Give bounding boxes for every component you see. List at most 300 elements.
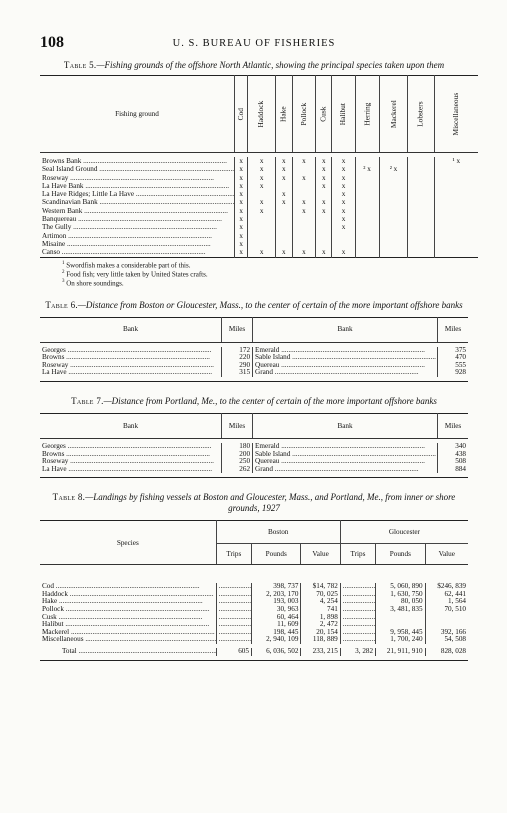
species-mark (355, 248, 379, 257)
table8-cell-b-trips (216, 621, 251, 629)
bank-name: La Have ..... (40, 369, 222, 377)
table8-cell-g-value: 1, 564 (425, 598, 468, 606)
species-mark (379, 240, 408, 248)
species-mark (434, 182, 477, 190)
fishing-ground-name: La Have Ridges; Little La Have ..... (40, 190, 235, 198)
table8-cell-species: Miscellaneous ..... (40, 636, 216, 644)
species-mark: x (332, 165, 355, 173)
species-mark (276, 223, 293, 231)
table8-cell-b-trips (216, 614, 251, 622)
table8-cell-g-pounds: 3, 481, 835 (376, 606, 425, 614)
species-mark (434, 174, 477, 182)
table8-caption (40, 492, 468, 514)
table8-cell-g-pounds: 9, 958, 445 (376, 629, 425, 637)
table8-cell-g-value: 54, 508 (425, 636, 468, 644)
table8-cell-b-pounds: 193, 003 (251, 598, 300, 606)
species-mark: x (332, 223, 355, 231)
species-mark: x (332, 248, 355, 257)
footnote: $^1$ Swordfish makes a considerable part of this. (62, 260, 191, 269)
species-mark: x (248, 174, 276, 182)
species-mark: x (235, 207, 248, 215)
table8-cell-g-value: 392, 166 (425, 629, 468, 637)
table8-boston-trips-header: Trips (216, 544, 251, 565)
species-mark (379, 215, 408, 223)
species-mark: x (316, 248, 332, 257)
species-mark: x (235, 232, 248, 240)
table8-cell-g-trips (340, 614, 375, 622)
species-header-hake: Hake (276, 76, 293, 153)
species-mark: x (332, 174, 355, 182)
species-header-mackerel: Mackerel (379, 76, 408, 153)
bank-name: Browns ..... (40, 354, 222, 362)
table8-row (40, 606, 468, 614)
species-mark (248, 215, 276, 223)
species-mark (434, 240, 477, 248)
bank-miles: 180 (222, 443, 253, 451)
page-number: 108 (40, 34, 64, 51)
total-label: Total ..... (40, 648, 216, 656)
table7-bank-header-2: Bank (253, 413, 438, 438)
species-mark (355, 223, 379, 231)
table8-title: —Landings by fishing vessels at Boston and Gloucester, Mass., and Portland, Me., from inner or shore grounds, 1927 (85, 492, 456, 514)
species-mark: ² x (379, 165, 408, 173)
species-mark (408, 182, 434, 190)
table8-cell-b-value: 1, 898 (301, 614, 340, 622)
fishing-ground-name: Banquereau ..... (40, 215, 235, 223)
species-mark: x (235, 182, 248, 190)
species-mark (408, 248, 434, 257)
species-header-halibut: Halibut (332, 76, 355, 153)
species-mark: x (235, 240, 248, 248)
table8-cell-g-value: 62, 441 (425, 591, 468, 599)
table8-cell-species: Mackerel ..... (40, 629, 216, 637)
species-mark (408, 207, 434, 215)
table8-cell-b-value: 20, 154 (301, 629, 340, 637)
fishing-ground-name: Misaine ..... (40, 240, 235, 248)
bank-name: Roseway ..... (40, 458, 222, 466)
table6-number: Table 6. (45, 299, 78, 310)
table8-cell-g-pounds: 80, 050 (376, 598, 425, 606)
species-mark: x (332, 215, 355, 223)
species-mark (292, 223, 316, 231)
species-mark: x (332, 198, 355, 206)
species-mark (434, 165, 477, 173)
table5-body (40, 153, 478, 258)
species-mark: x (292, 198, 316, 206)
table7-row (40, 458, 468, 466)
table8-cell-b-pounds: 2, 940, 109 (251, 636, 300, 644)
table8-cell-species: Halibut ..... (40, 621, 216, 629)
species-mark: x (292, 248, 316, 257)
total-g-value: 828, 028 (425, 648, 468, 656)
species-mark: x (332, 190, 355, 198)
species-mark (379, 182, 408, 190)
bank-miles: 220 (222, 354, 253, 362)
table5-row (40, 198, 478, 206)
table5-row (40, 157, 478, 165)
table8-total-row (40, 648, 468, 656)
species-mark (434, 215, 477, 223)
bank-name: Georges ..... (40, 347, 222, 355)
species-mark (316, 215, 332, 223)
species-mark: x (332, 182, 355, 190)
page (40, 30, 468, 661)
species-mark: x (316, 182, 332, 190)
species-mark (408, 190, 434, 198)
fishing-ground-name: Artimon ..... (40, 232, 235, 240)
species-mark (434, 232, 477, 240)
species-mark: x (292, 157, 316, 165)
table8-cell-b-value: $14, 782 (301, 583, 340, 591)
species-mark (408, 240, 434, 248)
species-mark: x (235, 248, 248, 257)
table6-row (40, 347, 468, 355)
table7-number: Table 7. (71, 395, 104, 406)
table8-cell-g-value: 70, 510 (425, 606, 468, 614)
table8-cell-b-pounds: 398, 737 (251, 583, 300, 591)
species-mark: ² x (355, 165, 379, 173)
table8-cell-g-value: $246, 839 (425, 583, 468, 591)
species-mark (316, 240, 332, 248)
bank-name: Grand ..... (253, 466, 438, 474)
species-mark (355, 157, 379, 165)
table7-miles-header-2: Miles (438, 413, 468, 438)
table8-cell-species: Cod ..... (40, 583, 216, 591)
table6-row (40, 354, 468, 362)
species-mark (248, 232, 276, 240)
species-mark: x (316, 198, 332, 206)
table8-cell-g-trips (340, 583, 375, 591)
bank-name: Grand ..... (253, 369, 438, 377)
table8-cell-species: Cusk ..... (40, 614, 216, 622)
table6-bank-header: Bank (40, 317, 222, 342)
species-mark: x (248, 165, 276, 173)
table8-cell-b-trips (216, 591, 251, 599)
species-header-cusk: Cusk (316, 76, 332, 153)
table6-miles-header-2: Miles (438, 317, 468, 342)
table8-gloucester-pounds-header: Pounds (376, 544, 425, 565)
table5-row (40, 240, 478, 248)
species-mark: x (276, 190, 293, 198)
species-mark (379, 207, 408, 215)
total-b-trips: 605 (216, 648, 251, 656)
species-mark (316, 190, 332, 198)
table8-cell-g-trips (340, 636, 375, 644)
table7 (40, 413, 468, 478)
species-mark: x (235, 157, 248, 165)
table5-row (40, 215, 478, 223)
bank-name: Sable Island ..... (253, 354, 438, 362)
table5-row (40, 248, 478, 257)
fishing-ground-name: Canso ..... (40, 248, 235, 257)
table8 (40, 520, 468, 660)
species-mark (434, 248, 477, 257)
species-mark: x (276, 157, 293, 165)
bank-miles: 375 (438, 347, 468, 355)
species-mark (316, 232, 332, 240)
spacer-row (40, 656, 468, 661)
bank-miles: 340 (438, 443, 468, 451)
species-mark (355, 174, 379, 182)
footnote: $^3$ On shore soundings. (62, 279, 124, 288)
bank-miles: 262 (222, 466, 253, 474)
species-mark (276, 240, 293, 248)
table8-boston-header: Boston (216, 521, 340, 544)
species-mark (276, 182, 293, 190)
bank-name: Emerald ..... (253, 443, 438, 451)
table8-cell-g-trips (340, 598, 375, 606)
species-mark (248, 190, 276, 198)
species-mark (379, 157, 408, 165)
bank-miles: 555 (438, 362, 468, 370)
species-mark (408, 157, 434, 165)
table8-cell-g-trips (340, 591, 375, 599)
species-mark: x (235, 174, 248, 182)
species-mark: x (235, 198, 248, 206)
total-b-value: 233, 215 (301, 648, 340, 656)
species-mark (434, 190, 477, 198)
table5-row (40, 165, 478, 173)
table8-cell-b-trips (216, 606, 251, 614)
spacer-row (40, 377, 468, 382)
species-mark (379, 198, 408, 206)
table8-cell-g-trips (340, 629, 375, 637)
species-mark: x (248, 182, 276, 190)
table8-cell-b-pounds: 60, 464 (251, 614, 300, 622)
table8-gloucester-value-header: Value (425, 544, 468, 565)
table6-bank-header-2: Bank (253, 317, 438, 342)
species-mark: x (235, 223, 248, 231)
species-mark: x (248, 248, 276, 257)
species-mark (276, 215, 293, 223)
species-mark: x (248, 198, 276, 206)
species-mark (355, 207, 379, 215)
species-mark (248, 223, 276, 231)
table8-cell-g-trips (340, 606, 375, 614)
total-g-trips: 3, 282 (340, 648, 375, 656)
table8-cell-b-trips (216, 629, 251, 637)
table8-cell-b-trips (216, 598, 251, 606)
species-mark: x (316, 207, 332, 215)
bank-name: Quereau ..... (253, 458, 438, 466)
table8-cell-b-pounds: 2, 203, 170 (251, 591, 300, 599)
species-mark (355, 182, 379, 190)
species-header-pollock: Pollock (292, 76, 316, 153)
species-mark: x (276, 198, 293, 206)
species-mark (379, 232, 408, 240)
spacer-row (40, 565, 468, 584)
species-mark (434, 198, 477, 206)
table8-cell-b-value: 4, 254 (301, 598, 340, 606)
table8-cell-species: Haddock ..... (40, 591, 216, 599)
fishing-ground-name: Western Bank ..... (40, 207, 235, 215)
fishing-ground-name: La Have Bank ..... (40, 182, 235, 190)
species-mark: x (316, 174, 332, 182)
bank-miles: 200 (222, 451, 253, 459)
table6 (40, 317, 468, 382)
table8-cell-b-trips (216, 636, 251, 644)
table8-cell-b-trips (216, 583, 251, 591)
table6-body (40, 342, 468, 381)
species-mark (408, 198, 434, 206)
species-mark (316, 223, 332, 231)
table8-gloucester-trips-header: Trips (340, 544, 375, 565)
species-mark (379, 190, 408, 198)
fishing-ground-name: Seal Island Ground ..... (40, 165, 235, 173)
bank-miles: 315 (222, 369, 253, 377)
bank-miles: 928 (438, 369, 468, 377)
table8-cell-b-pounds: 198, 445 (251, 629, 300, 637)
table5 (40, 75, 478, 258)
table6-row (40, 369, 468, 377)
table8-cell-b-value: 70, 025 (301, 591, 340, 599)
species-mark (408, 215, 434, 223)
table8-cell-b-value: 118, 889 (301, 636, 340, 644)
species-header-herring: Herring (355, 76, 379, 153)
fishing-ground-name: Browns Bank ..... (40, 157, 235, 165)
table6-caption (40, 300, 468, 311)
species-mark (355, 240, 379, 248)
species-header-haddock: Haddock (248, 76, 276, 153)
table7-miles-header: Miles (222, 413, 253, 438)
table8-cell-b-value: 2, 472 (301, 621, 340, 629)
species-mark (379, 174, 408, 182)
table7-caption (40, 396, 468, 407)
fishing-ground-name: The Gully ..... (40, 223, 235, 231)
table8-row (40, 614, 468, 622)
bank-name: La Have ..... (40, 466, 222, 474)
table7-row (40, 466, 468, 474)
bank-name: Sable Island ..... (253, 451, 438, 459)
table5-row (40, 207, 478, 215)
bank-name: Roseway ..... (40, 362, 222, 370)
table5-row (40, 182, 478, 190)
table5-footnotes (40, 260, 468, 288)
species-mark (332, 232, 355, 240)
species-mark (292, 165, 316, 173)
table8-species-header: Species (40, 521, 216, 565)
table5-title: —Fishing grounds of the offshore North Atlantic, showing the principal species taken upon them (96, 60, 445, 70)
species-mark: x (316, 165, 332, 173)
table8-cell-b-pounds: 11, 609 (251, 621, 300, 629)
species-mark (408, 232, 434, 240)
fishing-ground-name: Scandinavian Bank ..... (40, 198, 235, 206)
species-mark (379, 223, 408, 231)
species-mark (292, 182, 316, 190)
table5-row (40, 232, 478, 240)
species-mark (276, 232, 293, 240)
total-g-pounds: 21, 911, 910 (376, 648, 425, 656)
bank-name: Browns ..... (40, 451, 222, 459)
species-mark (355, 198, 379, 206)
table6-row (40, 362, 468, 370)
species-mark: x (235, 190, 248, 198)
species-mark (408, 223, 434, 231)
species-mark: x (316, 157, 332, 165)
table8-number: Table 8. (52, 492, 86, 503)
species-mark (292, 240, 316, 248)
bank-miles: 172 (222, 347, 253, 355)
table7-bank-header: Bank (40, 413, 222, 438)
species-mark (355, 190, 379, 198)
running-header (40, 30, 468, 52)
table7-body (40, 438, 468, 477)
bank-miles: 290 (222, 362, 253, 370)
table8-cell-g-trips (340, 621, 375, 629)
spacer-row (40, 473, 468, 478)
table8-cell-g-pounds (376, 614, 425, 622)
table7-row (40, 443, 468, 451)
species-mark: x (276, 174, 293, 182)
table8-body (40, 565, 468, 660)
species-mark (355, 232, 379, 240)
bank-miles: 438 (438, 451, 468, 459)
table8-cell-species: Pollock ..... (40, 606, 216, 614)
species-mark (408, 165, 434, 173)
table8-cell-g-pounds: 1, 700, 240 (376, 636, 425, 644)
table5-number: Table 5. (63, 60, 97, 70)
species-mark: x (248, 207, 276, 215)
table7-title: —Distance from Portland, Me., to the center of certain of the more important offshore banks (103, 395, 437, 406)
table8-cell-b-pounds: 30, 963 (251, 606, 300, 614)
table8-row (40, 636, 468, 644)
species-mark: x (235, 165, 248, 173)
species-mark: x (276, 248, 293, 257)
table5-row (40, 174, 478, 182)
species-header-lobsters: Lobsters (408, 76, 434, 153)
table8-cell-g-value (425, 614, 468, 622)
species-mark: x (248, 157, 276, 165)
bank-name: Emerald ..... (253, 347, 438, 355)
species-mark: ¹ x (434, 157, 477, 165)
table5-row (40, 190, 478, 198)
species-mark: x (332, 207, 355, 215)
species-mark: x (332, 157, 355, 165)
table8-cell-species: Hake ..... (40, 598, 216, 606)
table5-row (40, 223, 478, 231)
species-mark (276, 207, 293, 215)
species-mark (434, 207, 477, 215)
bank-miles: 250 (222, 458, 253, 466)
table8-cell-b-value: 741 (301, 606, 340, 614)
table8-cell-g-pounds: 5, 060, 890 (376, 583, 425, 591)
species-mark (332, 240, 355, 248)
species-mark (292, 215, 316, 223)
table8-gloucester-header: Gloucester (340, 521, 468, 544)
table8-cell-g-pounds: 1, 630, 750 (376, 591, 425, 599)
species-mark (248, 240, 276, 248)
table5-row-header: Fishing ground (40, 76, 235, 153)
bank-miles: 884 (438, 466, 468, 474)
footnote: $^2$ Food fish; very little taken by United States crafts. (62, 269, 208, 279)
species-mark: x (276, 165, 293, 173)
species-mark: x (235, 215, 248, 223)
species-mark (292, 232, 316, 240)
table6-title: —Distance from Boston or Gloucester, Mass., to the center of certain of the more important offshore banks (77, 299, 463, 310)
table5-caption (40, 60, 468, 71)
table8-boston-pounds-header: Pounds (251, 544, 300, 565)
species-mark (434, 223, 477, 231)
bank-miles: 508 (438, 458, 468, 466)
species-mark: x (292, 207, 316, 215)
species-mark (355, 215, 379, 223)
total-b-pounds: 6, 036, 502 (251, 648, 300, 656)
running-title: U. S. BUREAU OF FISHERIES (172, 38, 336, 49)
species-mark (408, 174, 434, 182)
species-mark (292, 190, 316, 198)
species-mark: x (292, 174, 316, 182)
table7-row (40, 451, 468, 459)
